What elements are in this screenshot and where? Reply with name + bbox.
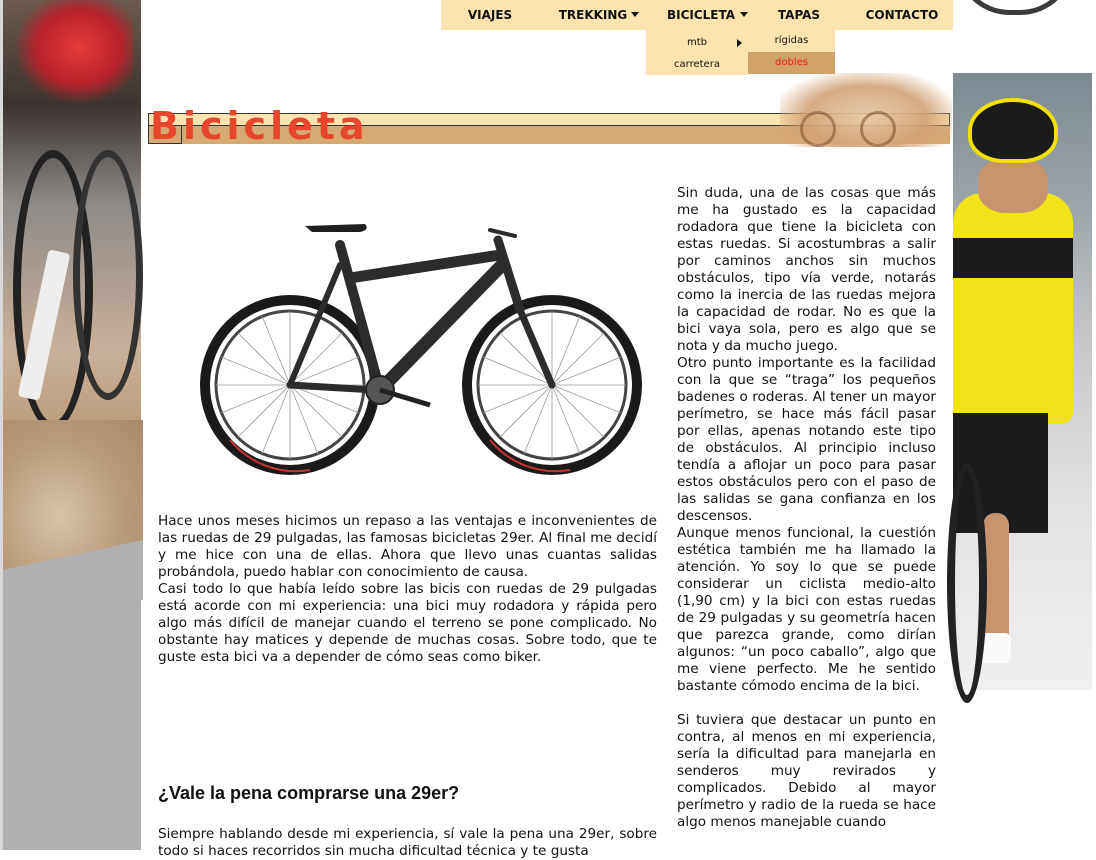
main-nav: [441, 0, 953, 30]
page-title: Bicicleta: [150, 104, 369, 148]
nav-item-tapas[interactable]: TAPAS: [777, 8, 821, 22]
mtb-flyout: [748, 30, 835, 74]
mtb-rider-photo: [3, 0, 141, 580]
article-section-text: [158, 826, 657, 860]
header-cyclist-photo: [780, 73, 952, 147]
nav-item-trekking[interactable]: TREKKING: [539, 0, 647, 30]
submenu-item-mtb[interactable]: mtb: [646, 32, 748, 54]
sidebar-gray-panel: [3, 578, 141, 850]
nav-item-contacto[interactable]: CONTACTO: [865, 8, 939, 22]
paragraph: Casi todo lo que había leído sobre las bicis con ruedas de 29 pulgadas está acorde con mi experiencia: una bici muy rodadora y rápida pero algo más difícil de manejar cuando el terreno se pone complicado. No obstante hay matices y depende de muchas cosas. Sobre todo, que te guste esta bici va a depender de cómo seas como biker.: [158, 581, 657, 665]
paragraph: Si tuviera que destacar un punto en contra, al menos en mi experiencia, sería la dificultad para manejarla en senderos muy revirados y complicados. Debido al mayor perímetro y radio de la rueda se hace algo menos manejable cuando: [677, 712, 936, 830]
submenu-item-carretera[interactable]: carretera: [674, 59, 720, 70]
nav-item-bicicleta[interactable]: BICICLETA: [647, 0, 755, 30]
paragraph: Sin duda, una de las cosas que más me ha gustado es la capacidad rodadora que tiene la bicicleta con estas ruedas. Si acostumbras a salir por caminos anchos sin muchos obstáculos, tipo vía verde, notarás como la inercia de las ruedas mejora la capacidad de rodar. No es que la bici vaya sola, pero es algo que se nota y da mucho juego.: [677, 185, 936, 354]
chevron-down-icon: [740, 12, 748, 17]
article-intro: [158, 513, 657, 666]
bike-product-image: [190, 200, 650, 480]
flyout-item-dobles[interactable]: dobles: [748, 52, 835, 74]
chevron-right-icon: [737, 39, 742, 47]
article-side-column: [677, 185, 936, 831]
section-heading: ¿Vale la pena comprarse una 29er?: [158, 783, 460, 803]
paragraph: Siempre hablando desde mi experiencia, sí vale la pena una 29er, sobre todo si haces recorridos sin mucha dificultad técnica y te gusta: [158, 826, 657, 859]
flyout-item-rigidas[interactable]: rígidas: [748, 30, 835, 52]
paragraph: Aunque menos funcional, la cuestión estética también me ha llamado la atención. Yo soy lo que se puede considerar un ciclista medio-alto (1,90 cm) y la bici con estas ruedas de 29 pulgadas y su geometría hacen que parezca grande, como dirían algunos: “un poco caballo”, algo que me viene perfecto. Me he sentido bastante cómodo encima de la bici.: [677, 525, 936, 694]
nav-item-viajes[interactable]: VIAJES: [467, 8, 513, 22]
road-cyclist-photo: [953, 73, 1092, 690]
paragraph: Hace unos meses hicimos un repaso a las ventajas e inconvenientes de las ruedas de 29 pulgadas, las famosas bicicletas 29er. Al final me decidí y me hice con una de ellas. Ahora que llevo unas cuantas salidas probándola, puedo hablar con conocimiento de causa.: [158, 513, 657, 580]
paragraph: Otro punto importante es la facilidad con la que se “traga” los pequeños badenes o roderas. Al tener un mayor perímetro, se hace más fácil pasar por ellas, apenas notando este tipo de obstáculos. Al principio incluso tendía a aflojar un poco para pasar estos obstáculos pero con el paso de las salidas se gana confianza en los descensos.: [677, 355, 936, 524]
logo[interactable]: [955, 0, 1075, 15]
chevron-down-icon: [631, 12, 639, 17]
bicicleta-dropdown: [646, 30, 748, 75]
